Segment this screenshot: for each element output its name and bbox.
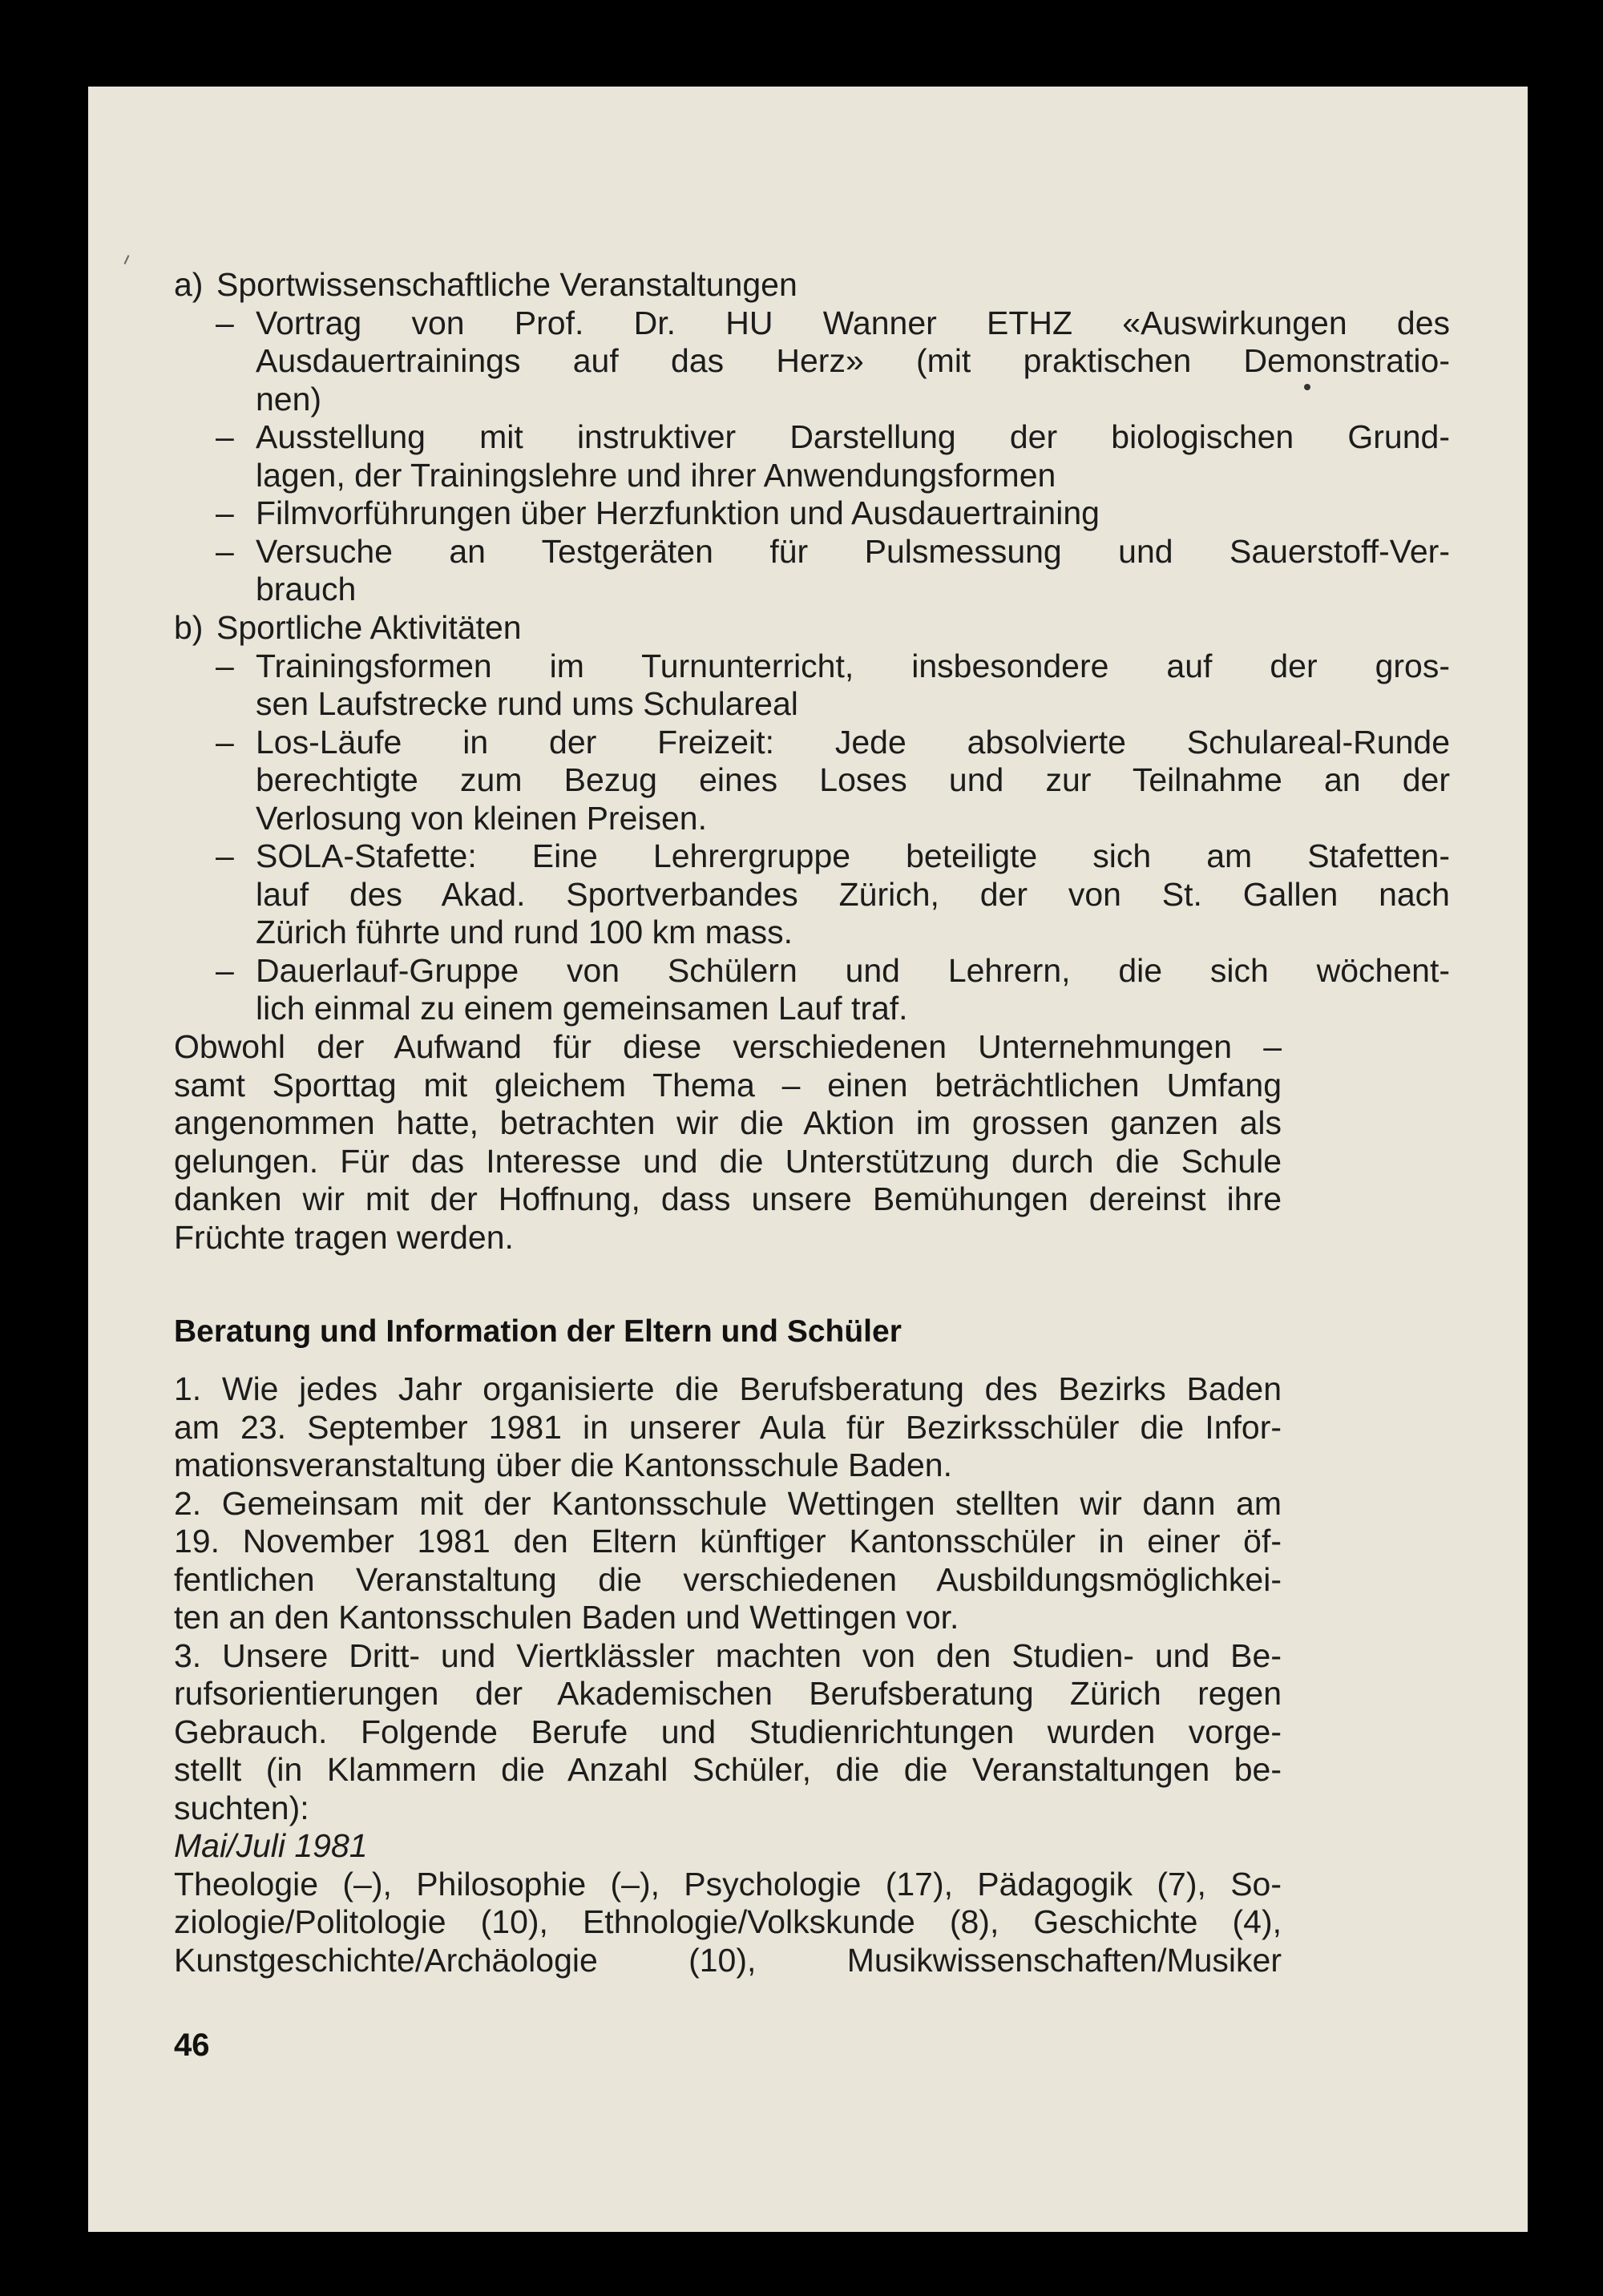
section-b-label: b) — [174, 609, 204, 646]
text-line: Gebrauch. Folgende Berufe und Studienrichtungen wurden vorge- — [174, 1713, 1282, 1750]
text-line: fentlichen Veranstaltung die verschiedenen Ausbildungsmöglichkei- — [174, 1560, 1282, 1598]
text-line: nen) — [256, 380, 322, 418]
text-line: Vortrag von Prof. Dr. HU Wanner ETHZ «Auswirkungen des — [256, 304, 1450, 341]
list-item — [256, 305, 1450, 419]
text-line: 1. Wie jedes Jahr organisierte die Berufsberatung des Bezirks Baden — [174, 1370, 1282, 1407]
text-line: stellt (in Klammern die Anzahl Schüler, die die Veranstaltungen be- — [174, 1751, 1282, 1788]
text-line: 3. Unsere Dritt- und Viertklässler machten von den Studien- und Be- — [174, 1636, 1282, 1674]
dash: – — [216, 951, 234, 989]
text-line: Theologie (–), Philosophie (–), Psychologie (17), Pädagogik (7), So- — [174, 1865, 1282, 1903]
dash: – — [216, 304, 234, 341]
text-line: lauf des Akad. Sportverbandes Zürich, der von St. Gallen nach — [256, 875, 1450, 913]
text-line: Kunstgeschichte/Archäologie (10), Musikwissenschaften/Musiker — [174, 1941, 1282, 1979]
list-item — [256, 418, 1450, 494]
text-line: Los-Läufe in der Freizeit: Jede absolvierte Schulareal-Runde — [256, 723, 1450, 761]
text-line: am 23. September 1981 in unserer Aula für Bezirksschüler die Infor- — [174, 1408, 1282, 1446]
section-heading: Beratung und Information der Eltern und Schüler — [174, 1314, 902, 1349]
text-line: samt Sporttag mit gleichem Thema – einen beträchtlichen Umfang — [174, 1066, 1282, 1104]
text-line: lagen, der Trainingslehre und ihrer Anwendungsformen — [256, 456, 1056, 494]
text-line: danken wir mit der Hoffnung, dass unsere Bemühungen dereinst ihre — [174, 1180, 1282, 1217]
text-line: angenommen hatte, betrachten wir die Aktion im grossen ganzen als — [174, 1104, 1282, 1141]
text-line: sen Laufstrecke rund ums Schulareal — [256, 685, 798, 722]
dash: – — [216, 494, 234, 531]
text-line: Ausdauertrainings auf das Herz» (mit praktischen Demonstratio- — [256, 342, 1450, 379]
list-item — [256, 648, 1450, 724]
section-a-label: a) — [174, 266, 204, 303]
text-line: Trainingsformen im Turnunterricht, insbesondere auf der gros- — [256, 647, 1450, 684]
list-item — [256, 837, 1450, 952]
list-item — [256, 533, 1450, 609]
text-line: Obwohl der Aufwand für diese verschiedenen Unternehmungen – — [174, 1028, 1282, 1065]
text-line: berechtigte zum Bezug eines Loses und zur Teilnahme an der — [256, 761, 1450, 798]
section-a-title: Sportwissenschaftliche Veranstaltungen — [216, 266, 797, 303]
text-line: Früchte tragen werden. — [174, 1218, 514, 1256]
list-item — [256, 952, 1450, 1028]
period-label: Mai/Juli 1981 — [174, 1827, 368, 1864]
summary-paragraph — [174, 1028, 1282, 1257]
text-line: brauch — [256, 571, 357, 607]
text-line: SOLA-Stafette: Eine Lehrergruppe beteiligte sich am Stafetten- — [256, 837, 1450, 874]
text-line: 2. Gemeinsam mit der Kantonsschule Wettingen stellten wir dann am — [174, 1484, 1282, 1522]
text-line: Dauerlauf-Gruppe von Schülern und Lehrern, die sich wöchent- — [256, 951, 1450, 989]
dash: – — [216, 532, 234, 570]
page-number: 46 — [174, 2028, 210, 2063]
text-line: Versuche an Testgeräten für Pulsmessung und Sauerstoff-Ver- — [256, 532, 1450, 570]
text-line: lich einmal zu einem gemeinsamen Lauf traf. — [256, 990, 908, 1027]
text-line: suchten): — [174, 1789, 309, 1826]
dash: – — [216, 837, 234, 874]
dash: – — [216, 647, 234, 684]
list-item — [256, 494, 1450, 533]
text-line: 19. November 1981 den Eltern künftiger Kantonsschüler in einer öf- — [174, 1523, 1282, 1560]
text-line: Ausstellung mit instruktiver Darstellung der biologischen Grund- — [256, 418, 1450, 455]
beratung-paragraph — [174, 1370, 1282, 1979]
section-b-title: Sportliche Aktivitäten — [216, 609, 522, 646]
text-line: Zürich führte und rund 100 km mass. — [256, 914, 793, 950]
text-line: Filmvorführungen über Herzfunktion und Ausdauertraining — [256, 494, 1100, 531]
dash: – — [216, 723, 234, 761]
text-line: ten an den Kantonsschulen Baden und Wettingen vor. — [174, 1599, 959, 1636]
list-item — [256, 724, 1450, 838]
text-line: gelungen. Für das Interesse und die Unterstützung durch die Schule — [174, 1142, 1282, 1180]
text-line: Verlosung von kleinen Preisen. — [256, 799, 707, 837]
text-line: ziologie/Politologie (10), Ethnologie/Volkskunde (8), Geschichte (4), — [174, 1903, 1282, 1940]
text-line: rufsorientierungen der Akademischen Berufsberatung Zürich regen — [174, 1675, 1282, 1712]
dash: – — [216, 418, 234, 455]
text-line: mationsveranstaltung über die Kantonsschule Baden. — [174, 1447, 952, 1483]
